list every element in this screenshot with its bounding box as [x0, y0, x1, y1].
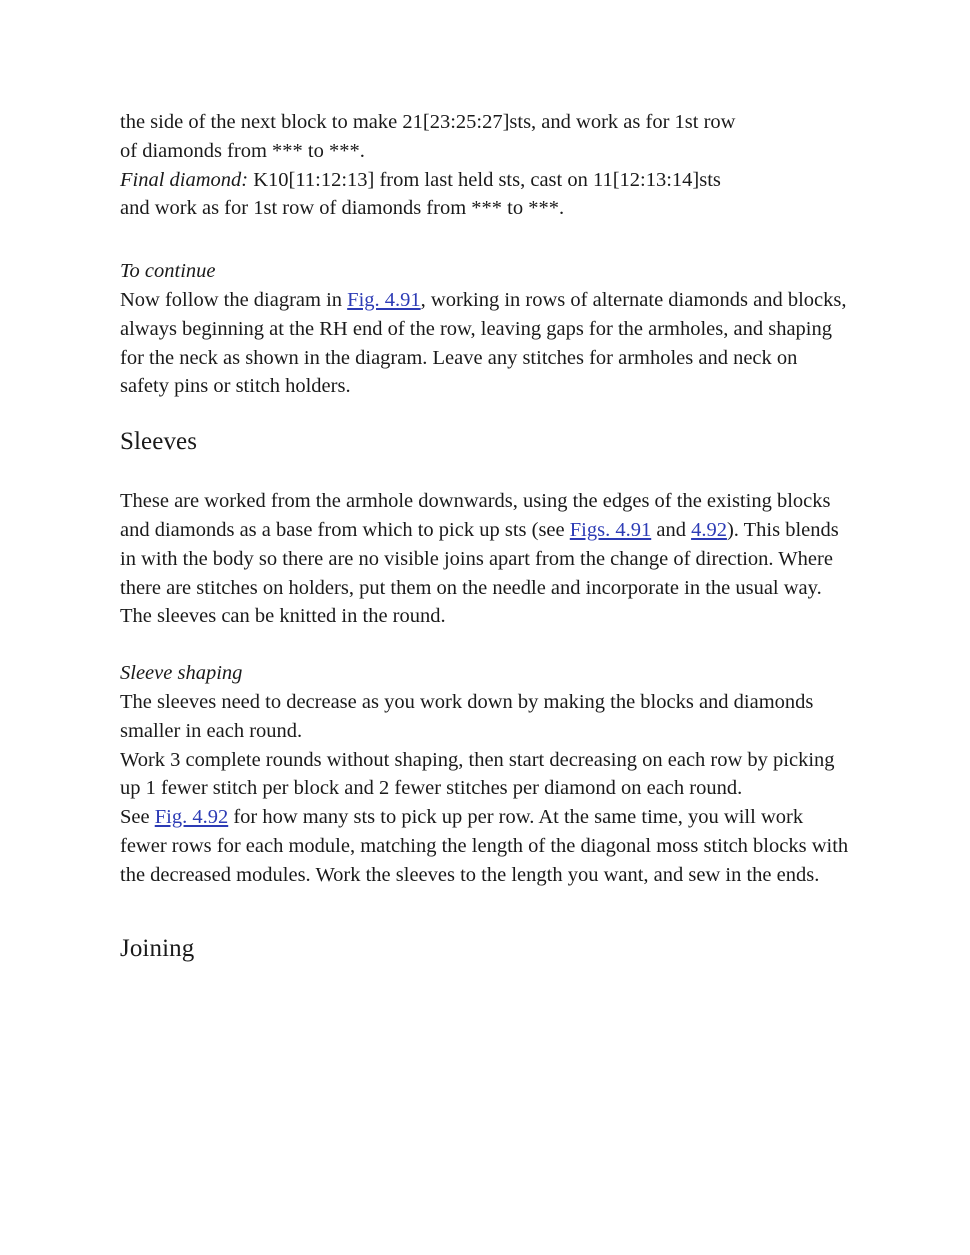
final-diamond-line-2: and work as for 1st row of diamonds from *** to ***.	[120, 197, 565, 220]
spacer	[120, 631, 850, 659]
sleeves-text-3: ). This blends in with the body so there are no visible joins apart from the change of direction. Where there are stitches on holders, put them on the needle and incorporate in the usual way. The sleeves can be knitted in the round.	[120, 518, 839, 628]
to-continue-text-before: Now follow the diagram in	[120, 288, 348, 311]
sleeves-text-1: These are worked from the armhole downwards, using the edges of the existing blocks and diamonds as a base from which to pick up sts (see	[120, 490, 831, 541]
continuation-paragraph	[120, 108, 850, 166]
link-fig-4-92-second[interactable]: Fig. 4.92	[154, 806, 229, 829]
spacer	[120, 890, 850, 934]
link-fig-4-91[interactable]: Fig. 4.91	[347, 288, 421, 311]
final-diamond-label: Final diamond:	[120, 168, 249, 191]
continuation-line-2: of diamonds from *** to ***.	[120, 139, 365, 162]
heading-sleeves: Sleeves	[120, 428, 198, 456]
to-continue-paragraph	[120, 286, 850, 401]
final-diamond-paragraph	[120, 166, 850, 224]
final-diamond-line-1: K10[11:12:13] from last held sts, cast on 11[12:13:14]sts	[248, 168, 721, 191]
spacer	[120, 401, 850, 427]
sleeve-shaping-subheading: Sleeve shaping	[120, 662, 243, 685]
heading-joining: Joining	[120, 934, 195, 962]
to-continue-subheading: To continue	[120, 260, 216, 283]
continuation-line-1: the side of the next block to make 21[23:25:27]sts, and work as for 1st row	[120, 111, 736, 133]
spacer	[120, 457, 850, 487]
sleeves-paragraph	[120, 487, 850, 631]
link-figs-4-91[interactable]: Figs. 4.91	[569, 518, 652, 541]
spacer	[120, 223, 850, 257]
sleeve-shaping-paragraph-1: The sleeves need to decrease as you work down by making the blocks and diamonds smaller in each round.	[120, 690, 814, 742]
sleeve-shaping-paragraph-2: Work 3 complete rounds without shaping, then start decreasing on each row by picking up 1 fewer stitch per block and 2 fewer stitches per diamond on each round.	[120, 748, 835, 800]
sleeve-shaping-text-before: See	[120, 806, 155, 829]
sleeve-shaping-paragraph-3	[120, 803, 850, 889]
sleeves-text-2: and	[651, 518, 692, 541]
link-fig-4-92[interactable]: 4.92	[691, 518, 727, 541]
sleeve-shaping-text-after: for how many sts to pick up per row. At the same time, you will work fewer rows for each module, matching the length of the diagonal moss stitch blocks with the decreased modules. Work the sleeves to the length you want, and sew in the ends.	[120, 806, 849, 886]
to-continue-text-after: , working in rows of alternate diamonds and blocks, always beginning at the RH end of the row, leaving gaps for the armholes, and shaping for the neck as shown in the diagram. Leave any stitches for armholes and neck on safety pins or stitch holders.	[120, 288, 847, 398]
